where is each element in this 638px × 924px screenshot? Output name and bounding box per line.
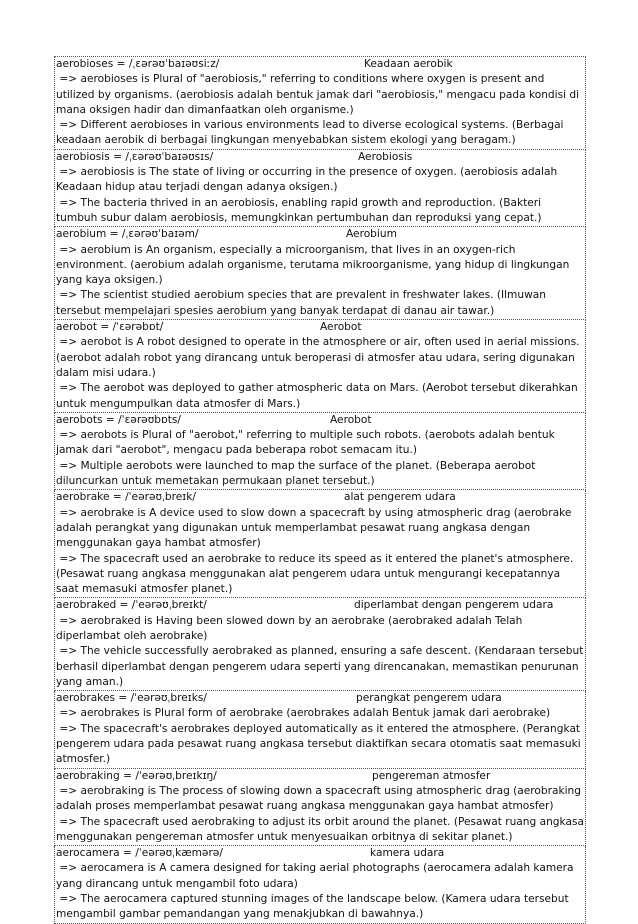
headword: aerobiosis = /ˌɛərəʊˈbaɪəʊsɪs/ [56, 150, 214, 163]
headword: aerobium = /ˌɛərəʊˈbaɪəm/ [56, 228, 199, 241]
definition: => aerobrake is A device used to slow down a spacecraft by using atmospheric drag (aerobrake adalah perangkat yang digunakan untuk memperlambat pesawat ruang angkasa dengan menggunakan gaya hambat atmosfer) [56, 506, 575, 550]
headword: aerobrakes = /ˈeərəʊˌbreɪks/ [56, 692, 207, 705]
translation: Aerobiosis [358, 150, 413, 163]
example: => The vehicle successfully aerobraked as planned, ensuring a safe descent. (Kendaraan tersebut berhasil diperlambat dengan pengerem udara seperti yang direncanakan, memastikan penurunan yang aman.) [56, 645, 587, 688]
translation: Keadaan aerobik [364, 58, 453, 70]
entry-header [56, 413, 585, 428]
dictionary-entry [54, 846, 586, 923]
example: => The spacecraft used aerobraking to adjust its orbit around the planet. (Pesawat ruang angkasa menggunakan pengereman atmosfer untuk menyesuaikan orbitnya di sekitar planet.) [56, 815, 588, 843]
example: => The aerobot was deployed to gather atmospheric data on Mars. (Aerobot tersebut dikerahkan untuk mengumpulkan data atmosfer di Mars.) [56, 382, 582, 410]
example: => Multiple aerobots were launched to map the surface of the planet. (Beberapa aerobot diluncurkan untuk memetakan permukaan planet tersebut.) [56, 459, 539, 488]
translation: Aerobium [346, 228, 397, 241]
entry-header [56, 57, 585, 72]
definition: => aerobium is An organism, especially a microorganism, that lives in an oxygen-rich environment. (aerobium adalah organisme, terutama mikroorganisme, yang hidup di lingkungan yang kaya oksigen.) [56, 243, 573, 287]
translation: Aerobot [320, 321, 362, 334]
definition: => aerobraking is The process of slowing down a spacecraft using atmospheric drag (aerobraking adalah proses memperlambat pesawat ruang angkasa menggunakan gaya hambat atmosfer) [56, 784, 585, 813]
entry-header [56, 598, 585, 613]
definition: => aerocamera is A camera designed for taking aerial photographs (aerocamera adalah kamera yang dirancang untuk mengambil foto udara) [56, 862, 577, 890]
dictionary-entry [54, 56, 586, 150]
headword: aerobrake = /ˈeərəʊˌbreɪk/ [56, 491, 196, 504]
headword: aerobraked = /ˈeərəʊˌbreɪkt/ [56, 599, 207, 612]
example: => The spacecraft's aerobrakes deployed automatically as it entered the atmosphere. (Perangkat pengerem udara pada pesawat ruang angkasa tersebut diaktifkan secara otomatis saat memasuki atmosfer.) [56, 722, 585, 766]
definition: => aerobrakes is Plural form of aerobrake (aerobrakes adalah Bentuk jamak dari aerobrake) [56, 707, 551, 720]
headword: aerobot = /ˈɛərəbɒt/ [56, 321, 164, 334]
definition: => aerobiosis is The state of living or occurring in the presence of oxygen. (aerobiosis adalah Keadaan hidup atau terjadi dengan adanya oksigen.) [56, 166, 561, 194]
dictionary-entry [54, 691, 586, 768]
example: => The spacecraft used an aerobrake to reduce its speed as it entered the planet's atmosphere. (Pesawat ruang angkasa menggunakan alat pengerem udara untuk mengurangi kecepatannya saat memasuki atmosfer planet.) [56, 552, 577, 596]
definition: => aerobots is Plural of "aerobot," referring to multiple such robots. (aerobots adalah bentuk jamak dari "aerobot", mengacu pada beberapa robot semacam itu.) [56, 429, 559, 457]
definition: => aerobot is A robot designed to operate in the atmosphere or air, often used in aerial missions. (aerobot adalah robot yang dirancang untuk beroperasi di atmosfer atau udara, sering digunakan dalam misi udara.) [56, 336, 583, 379]
entry-header [56, 150, 585, 165]
entry-header [56, 769, 585, 784]
entry-header [56, 227, 585, 242]
example: => The bacteria thrived in an aerobiosis, enabling rapid growth and reproduction. (Bakteri tumbuh subur dalam aerobiosis, memungkinkan pertumbuhan dan reproduksi yang cepat.) [56, 196, 545, 224]
entry-header [56, 691, 585, 706]
entry-header [56, 490, 585, 505]
example: => The scientist studied aerobium species that are prevalent in freshwater lakes. (Ilmuwan tersebut mempelajari spesies aerobium yang banyak terdapat di danau air tawar.) [56, 289, 550, 317]
dictionary-entry [54, 227, 586, 320]
example: => Different aerobioses in various environments lead to diverse ecological systems. (Berbagai keadaan aerobik di berbagai lingkungan menyebabkan sistem ekologi yang beragam.) [56, 119, 567, 147]
dictionary-entry [54, 490, 586, 598]
dictionary-entry [54, 320, 586, 413]
dictionary-entry [54, 413, 586, 490]
example: => The aerocamera captured stunning images of the landscape below. (Kamera udara tersebut mengambil gambar pemandangan yang menakjubkan di bawahnya.) [56, 893, 572, 921]
entry-header [56, 320, 585, 335]
definition: => aerobioses is Plural of "aerobiosis," referring to conditions where oxygen is present and utilized by organisms. (aerobiosis adalah bentuk jamak dari "aerobiosis," mengacu pada kondisi di mana oksigen hadir dan dimanfaatkan oleh organisme.) [56, 73, 583, 116]
headword: aerobraking = /ˈeərəʊˌbreɪkɪŋ/ [56, 769, 217, 782]
translation: diperlambat dengan pengerem udara [354, 599, 554, 612]
definition: => aerobraked is Having been slowed down by an aerobrake (aerobraked adalah Telah diperlambat oleh aerobrake) [56, 614, 526, 642]
translation: Aerobot [330, 413, 372, 426]
translation: alat pengerem udara [344, 491, 456, 504]
entry-header [56, 846, 585, 861]
translation: perangkat pengerem udara [356, 692, 502, 705]
dictionary-page [54, 56, 586, 924]
dictionary-entry [54, 150, 586, 227]
headword: aerocamera = /ˈeərəʊˌkæmərə/ [56, 847, 223, 860]
translation: pengereman atmosfer [372, 769, 491, 782]
dictionary-entry [54, 769, 586, 846]
headword: aerobioses = /ˌɛərəʊˈbaɪəʊsiːz/ [56, 58, 220, 70]
headword: aerobots = /ˈɛərəʊbɒts/ [56, 413, 181, 426]
translation: kamera udara [370, 847, 445, 860]
dictionary-entry [54, 598, 586, 691]
